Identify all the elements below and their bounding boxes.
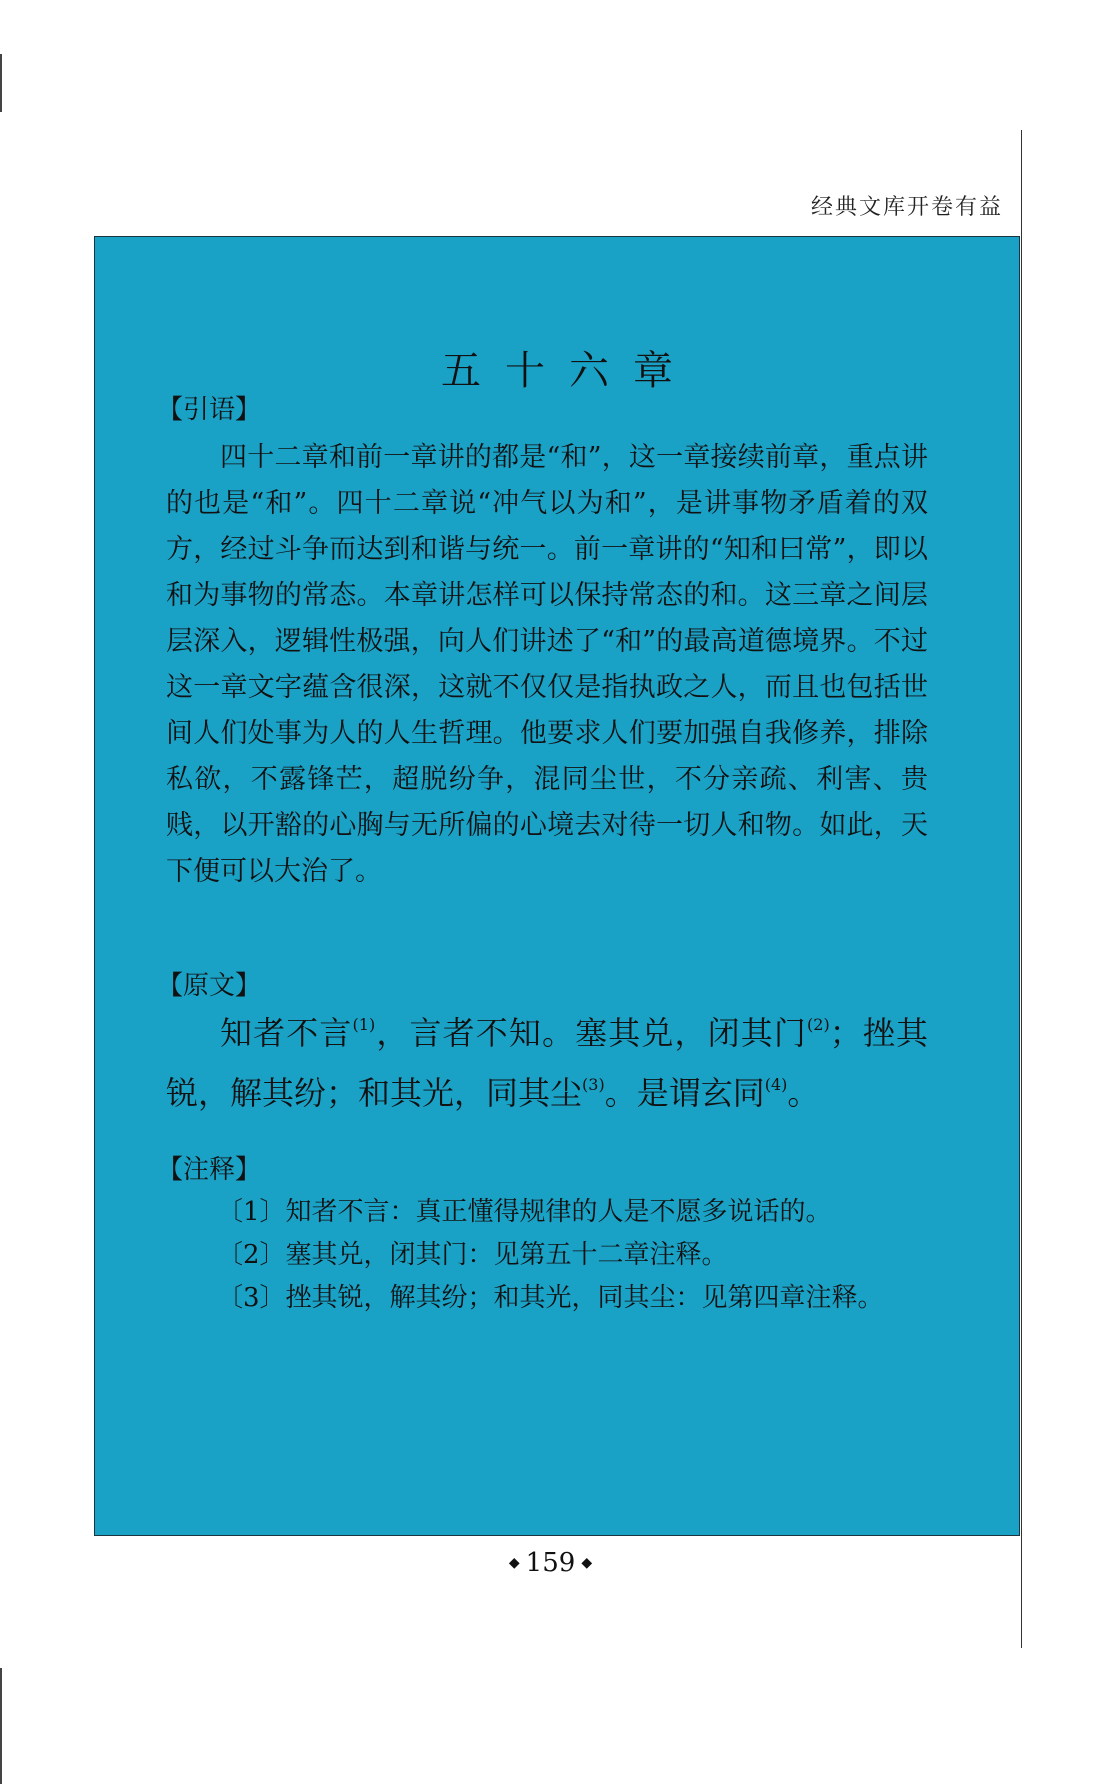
original-segment: ，言者不知。塞其兑，闭其门 — [375, 1014, 808, 1052]
intro-paragraph: 四十二章和前一章讲的都是“和”，这一章接续前章，重点讲的也是“和”。四十二章说“冲气以为和”，是讲事物矛盾着的双方，经过斗争而达到和谐与统一。前一章讲的“知和曰常”，即以和为事物的常态。本章讲怎样可以保持常态的和。这三章之间层层深入，逻辑性极强，向人们讲述了“和”的最高道德境界。不过这一章文字蕴含很深，这就不仅仅是指执政之人，而且也包括世间人们处事为人的人生哲理。他要求人们要加强自我修养，排除私欲，不露锋芒，超脱纷争，混同尘世，不分亲疏、利害、贵贱，以开豁的心胸与无所偏的心境去对待一切人和物。如此，天下便可以大治了。 — [166, 442, 928, 887]
crop-mark-top — [0, 54, 2, 112]
page-number — [0, 1548, 1101, 1578]
page-number-text: 159 — [525, 1548, 576, 1578]
diamond-icon: ◆ — [508, 1555, 520, 1571]
original-segment: 。 — [787, 1074, 820, 1112]
notes-list — [217, 1191, 937, 1320]
page-edge-rule — [1021, 130, 1022, 1648]
diamond-icon: ◆ — [581, 1555, 593, 1571]
note-item: 〔1〕知者不言：真正懂得规律的人是不愿多说话的。 — [217, 1197, 832, 1227]
footnote-marker: (2) — [807, 1015, 830, 1034]
content-panel — [94, 236, 1020, 1536]
notes-label: 【注释】 — [157, 1155, 262, 1185]
series-title: 经典文库开卷有益 — [810, 195, 1003, 220]
footnote-marker: (3) — [582, 1075, 605, 1094]
original-label: 【原文】 — [157, 971, 262, 1001]
note-item: 〔2〕塞其兑，闭其门：见第五十二章注释。 — [217, 1240, 728, 1270]
chapter-title: 五十六章 — [441, 348, 697, 394]
original-segment: ；挫其锐，解其纷；和其光，同其尘 — [166, 1014, 928, 1112]
original-text — [166, 999, 928, 1119]
original-segment: 知者不言 — [220, 1014, 353, 1052]
intro-label: 【引语】 — [157, 395, 262, 425]
crop-mark-bottom — [0, 1668, 2, 1784]
footnote-marker: (1) — [352, 1015, 376, 1034]
note-item: 〔3〕挫其锐，解其纷；和其光，同其尘：见第四章注释。 — [217, 1283, 884, 1313]
footnote-marker: (4) — [764, 1075, 788, 1094]
original-segment: 。是谓玄同 — [604, 1074, 765, 1112]
